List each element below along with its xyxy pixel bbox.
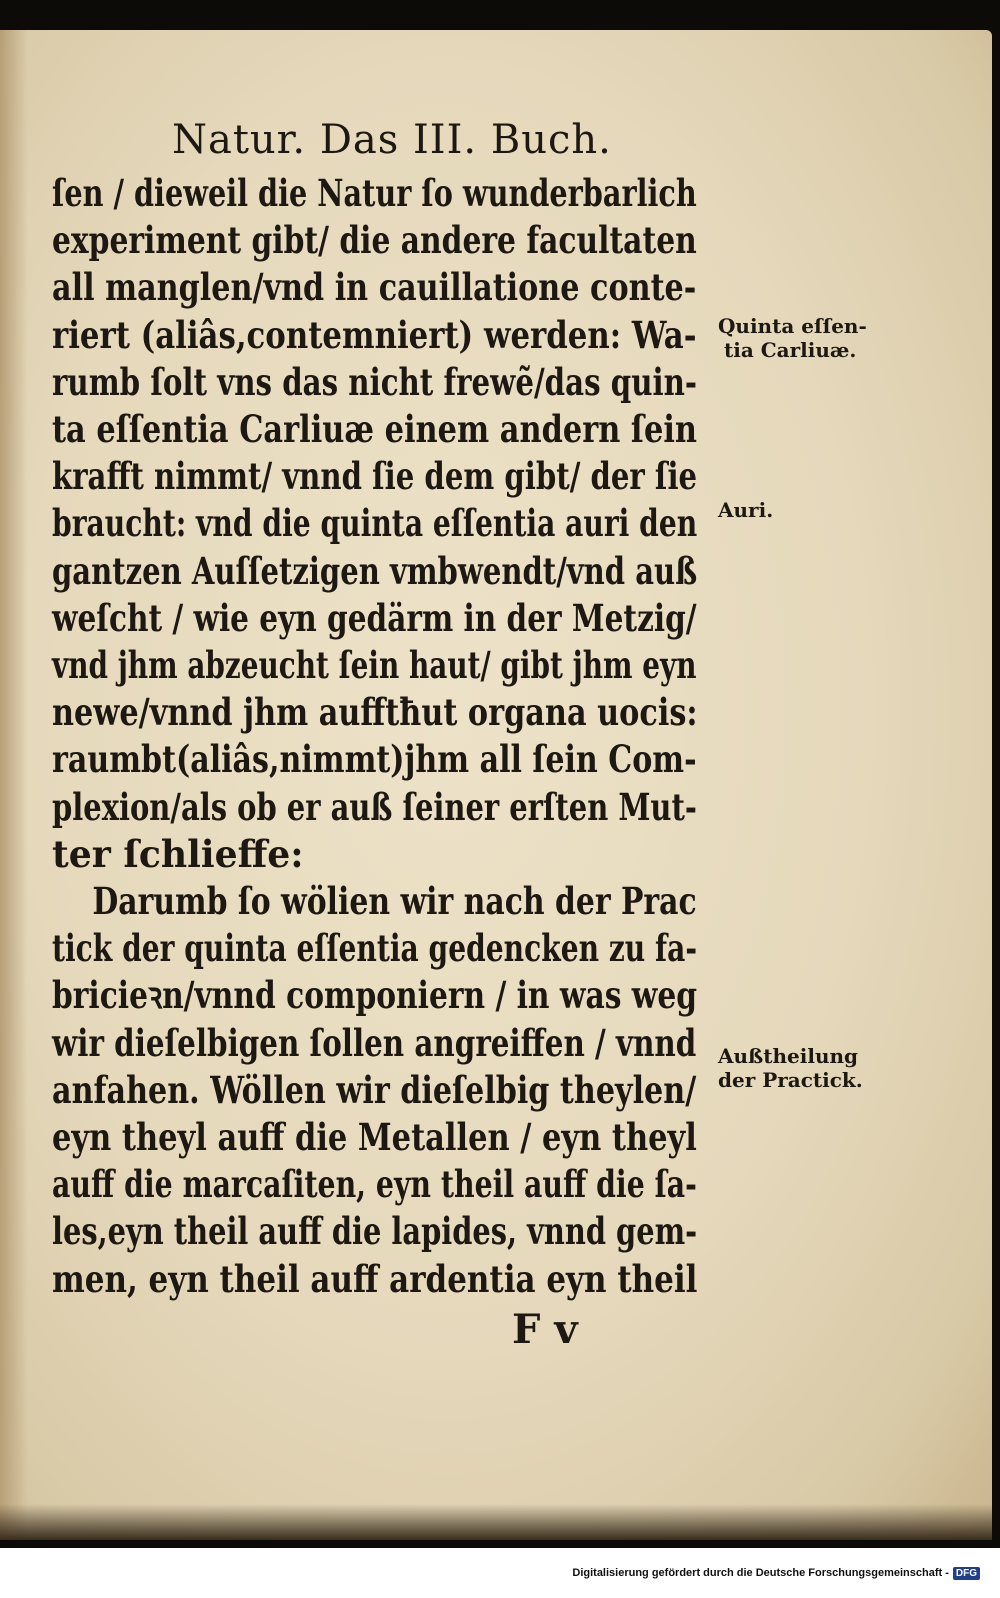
footer-bar — [0, 1548, 1000, 1598]
text-line: anfahen. Wöllen wir dieſelbig theylen/ — [52, 1067, 697, 1112]
running-header: Natur. Das III. Buch. — [172, 117, 612, 163]
text-line: wir dieſelbigen ſollen angreiffen / vnnd — [52, 1020, 697, 1065]
marginal-note-aussteilung — [718, 1044, 863, 1092]
text-line: newe/vnnd jhm aufftħut organa uocis: — [52, 690, 698, 735]
text-line: auff die marcaſiten, eyn theil auff die ſa- — [52, 1162, 697, 1207]
marginal-note-line: Quinta eſſen- — [718, 314, 867, 338]
text-line: plexion/als ob er auß ſeiner erſten Mut- — [52, 784, 697, 829]
text-line: ter ſchlieffe: — [52, 831, 304, 876]
marginal-note-quinta — [718, 314, 867, 362]
signature-mark: F v — [512, 1305, 578, 1353]
marginal-note-line: der Practick. — [718, 1068, 863, 1092]
text-line: krafft nimmt/ vnnd ſie dem gibt/ der ſie — [52, 454, 698, 499]
body-text — [52, 170, 712, 1303]
text-line: Darumb ſo wölien wir nach der Prac — [92, 879, 697, 924]
book-page — [0, 30, 992, 1540]
text-line: raumbt(aliâs,nimmt)jhm all ſein Com- — [52, 737, 697, 782]
text-line: les,eyn theil auff die lapides, vnnd gem- — [52, 1209, 698, 1254]
text-line: bricieꝛn/vnnd componiern / in was weg — [52, 973, 698, 1018]
text-line: ſen / dieweil die Natur ſo wunderbarlich — [52, 171, 697, 215]
text-line: tick der quinta eſſentia gedencken zu fa- — [52, 926, 698, 971]
text-line: weſcht / wie eyn gedärm in der Metzig/ — [52, 595, 697, 640]
marginal-note-auri: Auri. — [718, 498, 774, 522]
text-line: rumb ſolt vns das nicht frewẽ/das quin- — [52, 359, 698, 404]
dfg-logo: DFG — [953, 1567, 980, 1580]
text-line: braucht: vnd die quinta eſſentia auri den — [52, 501, 698, 546]
text-line: experiment gibt/ die andere facultaten — [52, 218, 697, 263]
text-line: riert (aliâs,contemniert) werden: Wa- — [52, 312, 697, 357]
marginal-note-line: tia Carliuæ. — [724, 338, 857, 362]
text-line: eyn theyl auff die Metallen / eyn theyl — [52, 1115, 697, 1160]
text-line: gantzen Auſſetzigen vmbwendt/vnd auß — [52, 548, 698, 593]
main-text-block — [52, 114, 712, 1355]
funding-credit: Digitalisierung gefördert durch die Deutsche Forschungsgemeinschaft - — [572, 1567, 949, 1579]
text-line: vnd jhm abzeucht ſein haut/ gibt jhm eyn — [52, 643, 697, 688]
text-line: men, eyn theil auff ardentia eyn theil — [52, 1256, 698, 1301]
text-line: all manglen/vnd in cauillatione conte- — [52, 265, 697, 310]
text-line: ta eſſentia Carliuæ einem andern ſein — [52, 407, 698, 452]
marginal-note-line: Außtheilung — [718, 1044, 859, 1068]
